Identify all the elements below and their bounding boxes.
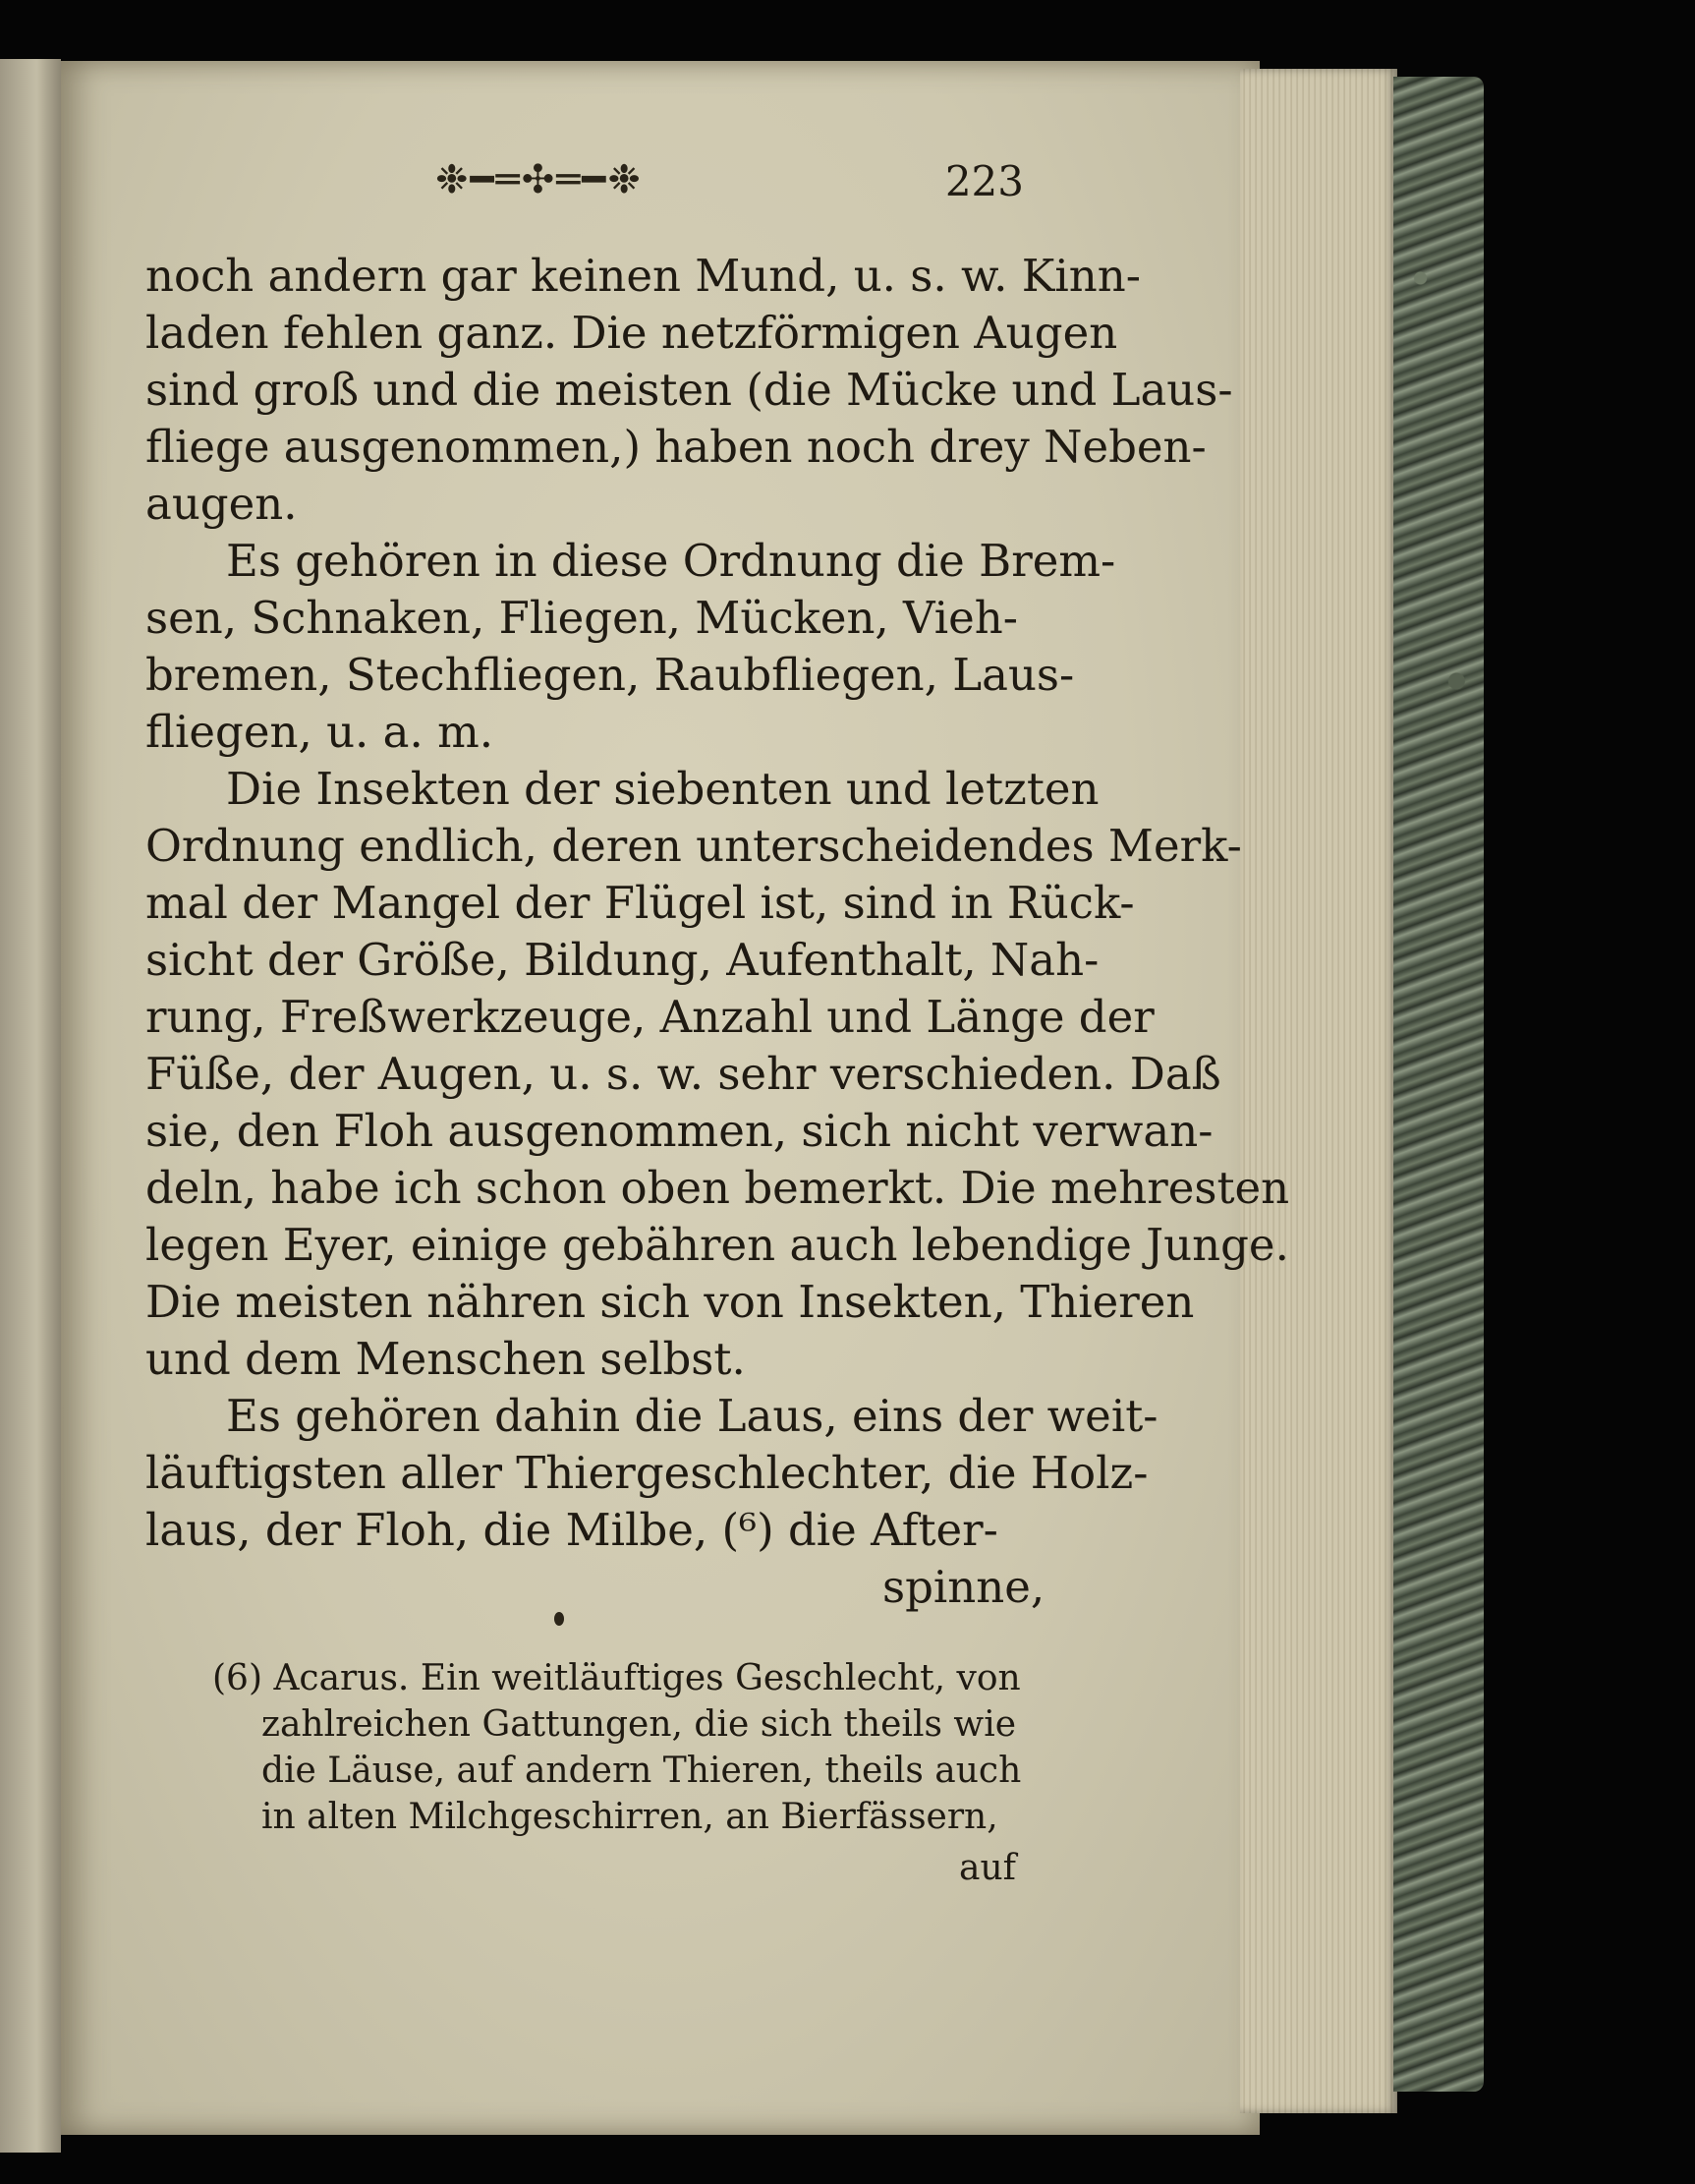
body-line: fliege ausgenommen,) haben noch drey Neben-: [145, 421, 1207, 473]
body-line: Die meisten nähren sich von Insekten, Thieren: [145, 1276, 1195, 1328]
body-line: läuftigsten aller Thiergeschlechter, die Holz-: [145, 1447, 1149, 1499]
body-line: mal der Mangel der Flügel ist, sind in Rück-: [145, 877, 1135, 929]
running-header: [145, 147, 1024, 206]
body-line: Es gehören in diese Ordnung die Brem-: [226, 535, 1116, 587]
marbled-cover: [1393, 77, 1484, 2092]
body-line: augen.: [145, 478, 298, 530]
page-number: 223: [944, 157, 1024, 205]
body-line: noch andern gar keinen Mund, u. s. w. Kinn-: [145, 250, 1141, 302]
body-line: rung, Freßwerkzeuge, Anzahl und Länge der: [145, 991, 1155, 1043]
body-line: spinne,: [882, 1561, 1045, 1613]
body-line: Ordnung endlich, deren unterscheidendes Merk-: [145, 820, 1242, 872]
separator-dot: [554, 1612, 564, 1626]
body-line: bremen, Stechfliegen, Raubfliegen, Laus-: [145, 649, 1075, 701]
body-line: deln, habe ich schon oben bemerkt. Die mehresten: [145, 1162, 1290, 1214]
body-line: laden fehlen ganz. Die netzförmigen Augen: [145, 307, 1118, 359]
body-line: sicht der Größe, Bildung, Aufenthalt, Nah-: [145, 934, 1100, 986]
footnote-line: (6) Acarus. Ein weitläuftiges Geschlecht, von: [212, 1658, 1021, 1698]
body-line: sie, den Floh ausgenommen, sich nicht verwan-: [145, 1105, 1214, 1157]
body-line: Es gehören dahin die Laus, eins der weit-: [226, 1390, 1158, 1442]
body-line: fliegen, u. a. m.: [145, 706, 494, 758]
footnote-line: die Läuse, auf andern Thieren, theils auch: [261, 1751, 1022, 1791]
body-line: Die Insekten der siebenten und letzten: [226, 763, 1100, 815]
body-line: legen Eyer, einige gebähren auch lebendige Junge.: [145, 1219, 1289, 1271]
header-ornament: ❉━═✣═━❉: [435, 157, 643, 202]
left-page-edge: [0, 59, 61, 2153]
body-line: Füße, der Augen, u. s. w. sehr verschieden. Daß: [145, 1048, 1221, 1100]
catchword: auf: [959, 1848, 1016, 1888]
body-line: laus, der Floh, die Milbe, (⁶) die After-: [145, 1504, 998, 1556]
page-edges: [1240, 69, 1397, 2113]
body-line: sen, Schnaken, Fliegen, Mücken, Vieh-: [145, 592, 1018, 644]
body-line: und dem Menschen selbst.: [145, 1333, 746, 1385]
footnote-line: zahlreichen Gattungen, die sich theils wie: [261, 1704, 1017, 1745]
body-line: sind groß und die meisten (die Mücke und Laus-: [145, 364, 1233, 416]
footnote-line: in alten Milchgeschirren, an Bierfässern,: [261, 1797, 998, 1837]
